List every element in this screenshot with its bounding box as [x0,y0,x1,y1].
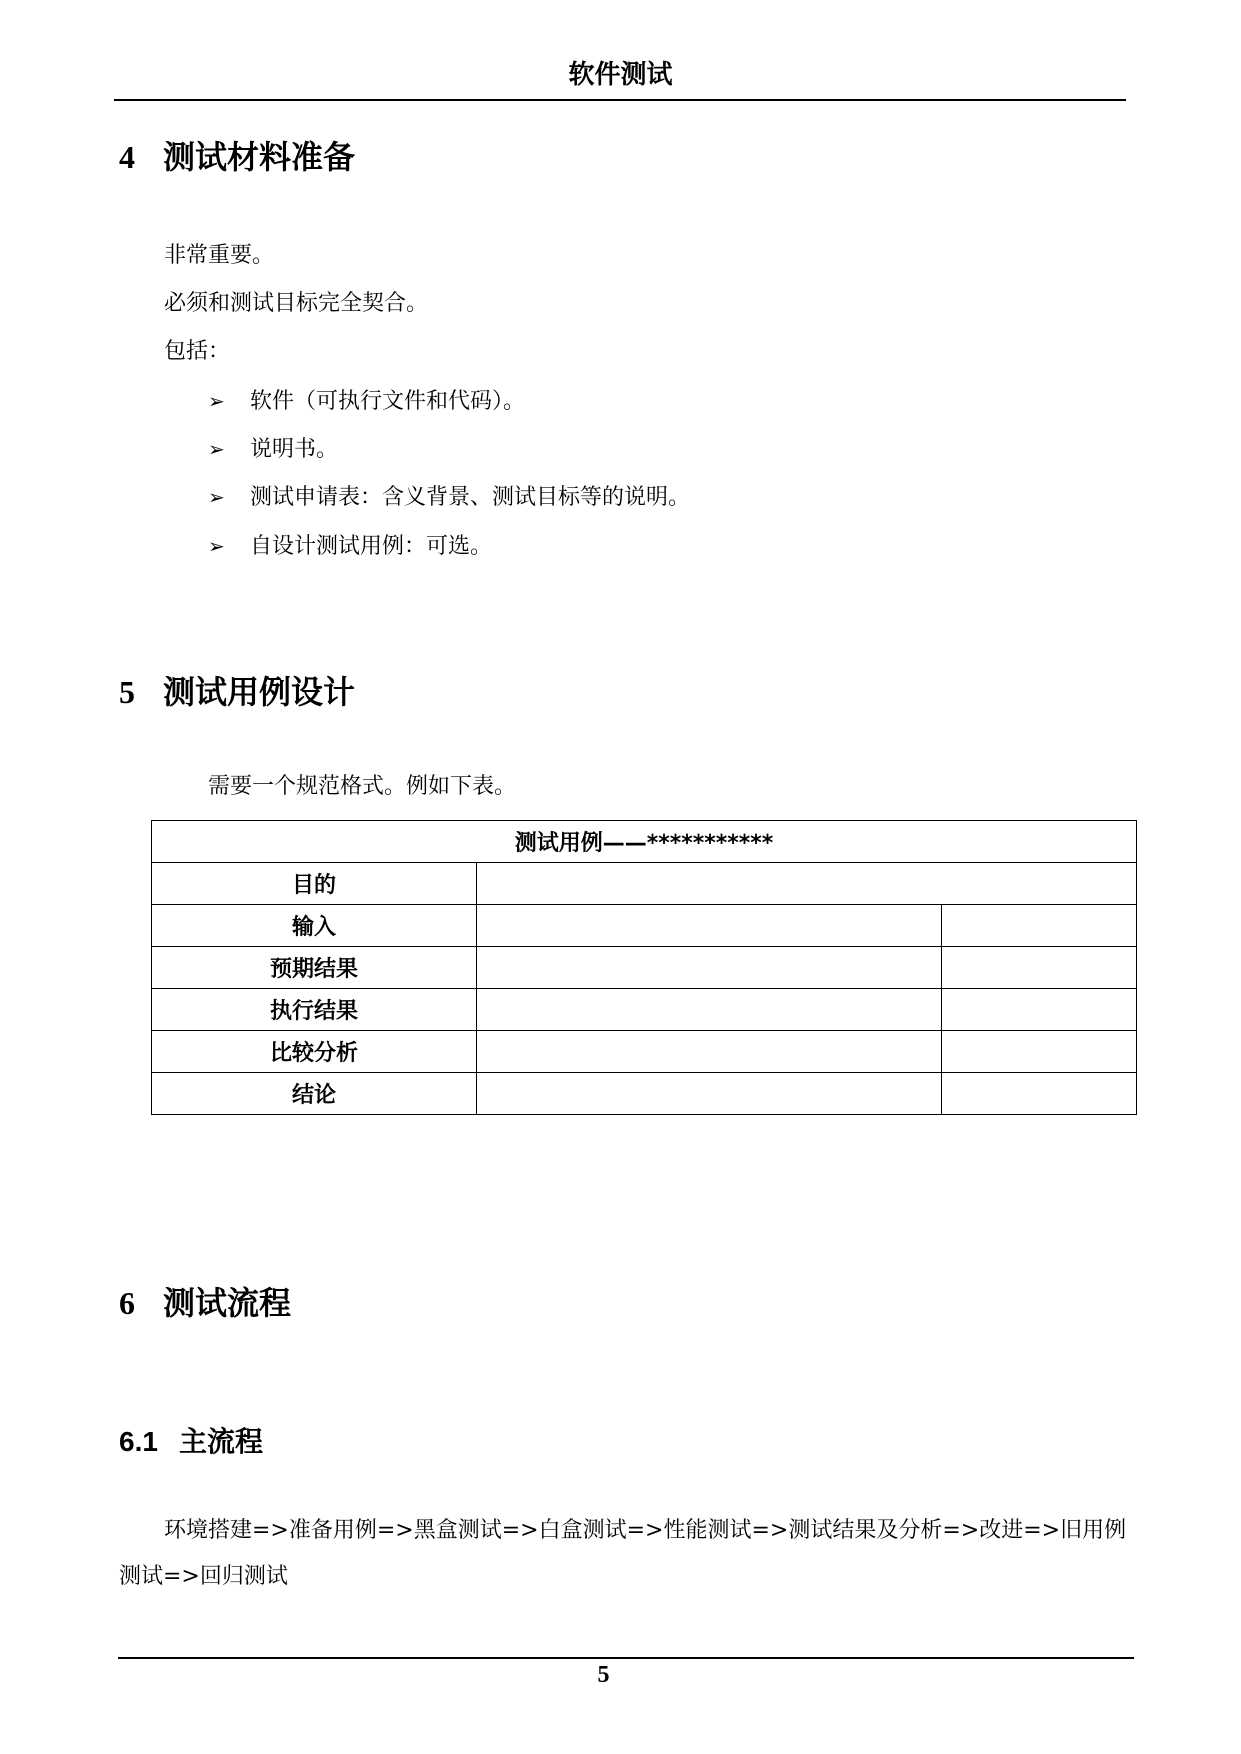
footer-rule [118,1657,1134,1659]
subsection-title: 主流程 [179,1425,264,1458]
paragraph: 非常重要。 [164,243,275,268]
table-row [152,1073,1137,1115]
bullet-item [208,434,338,465]
table-row [152,1031,1137,1073]
table-row [152,947,1137,989]
empty-cell [942,947,1137,989]
row-label-cell: 比较分析 [152,1031,477,1073]
section-6-heading [119,1282,291,1324]
running-header-title: 软件测试 [568,60,673,90]
empty-cell [477,863,1137,905]
section-title: 测试用例设计 [163,673,356,711]
subsection-6-1-heading [119,1424,263,1460]
bullet-text: 自设计测试用例：可选。 [250,534,493,559]
table-title-cell: 测试用例——*********** [152,821,1137,863]
empty-cell [942,1073,1137,1115]
bullet-text: 说明书。 [250,437,339,462]
bullet-item [208,386,525,417]
empty-cell [942,989,1137,1031]
arrow-bullet-icon: ➢ [208,437,225,461]
table-row [152,989,1137,1031]
section-5-heading [119,671,355,713]
paragraph: 必须和测试目标完全契合。 [164,291,429,316]
bullet-item [208,531,492,562]
table-intro: 需要一个规范格式。例如下表。 [208,774,517,799]
row-label-cell: 预期结果 [152,947,477,989]
arrow-bullet-icon: ➢ [208,485,225,509]
table-row [152,905,1137,947]
bullet-item [208,482,690,513]
section-title: 测试流程 [163,1284,292,1322]
bullet-text: 软件（可执行文件和代码）。 [250,389,526,414]
section-number: 5 [119,674,135,710]
section-4-heading [119,136,355,178]
main-flow-text: 环境搭建=>准备用例=>黑盒测试=>白盒测试=>性能测试=>测试结果及分析=>改进=>旧用例测试=>回归测试 [119,1518,1127,1589]
row-label-cell: 结论 [152,1073,477,1115]
empty-cell [477,1073,942,1115]
paragraph: 包括： [164,339,231,364]
empty-cell [477,1031,942,1073]
bullet-text: 测试申请表：含义背景、测试目标等的说明。 [250,485,691,510]
table-row [152,863,1137,905]
row-label-cell: 输入 [152,905,477,947]
empty-cell [477,947,942,989]
table-row [152,821,1137,863]
empty-cell [477,989,942,1031]
test-case-table [151,820,1137,1115]
arrow-bullet-icon: ➢ [208,389,225,413]
row-label-cell: 目的 [152,863,477,905]
row-label-cell: 执行结果 [152,989,477,1031]
section-number: 4 [119,139,135,175]
subsection-number: 6.1 [119,1426,158,1457]
empty-cell [942,905,1137,947]
page-number: 5 [597,1662,610,1688]
arrow-bullet-icon: ➢ [208,534,225,558]
header-rule [114,99,1126,101]
section-number: 6 [119,1285,135,1321]
empty-cell [942,1031,1137,1073]
section-title: 测试材料准备 [163,138,356,176]
empty-cell [477,905,942,947]
